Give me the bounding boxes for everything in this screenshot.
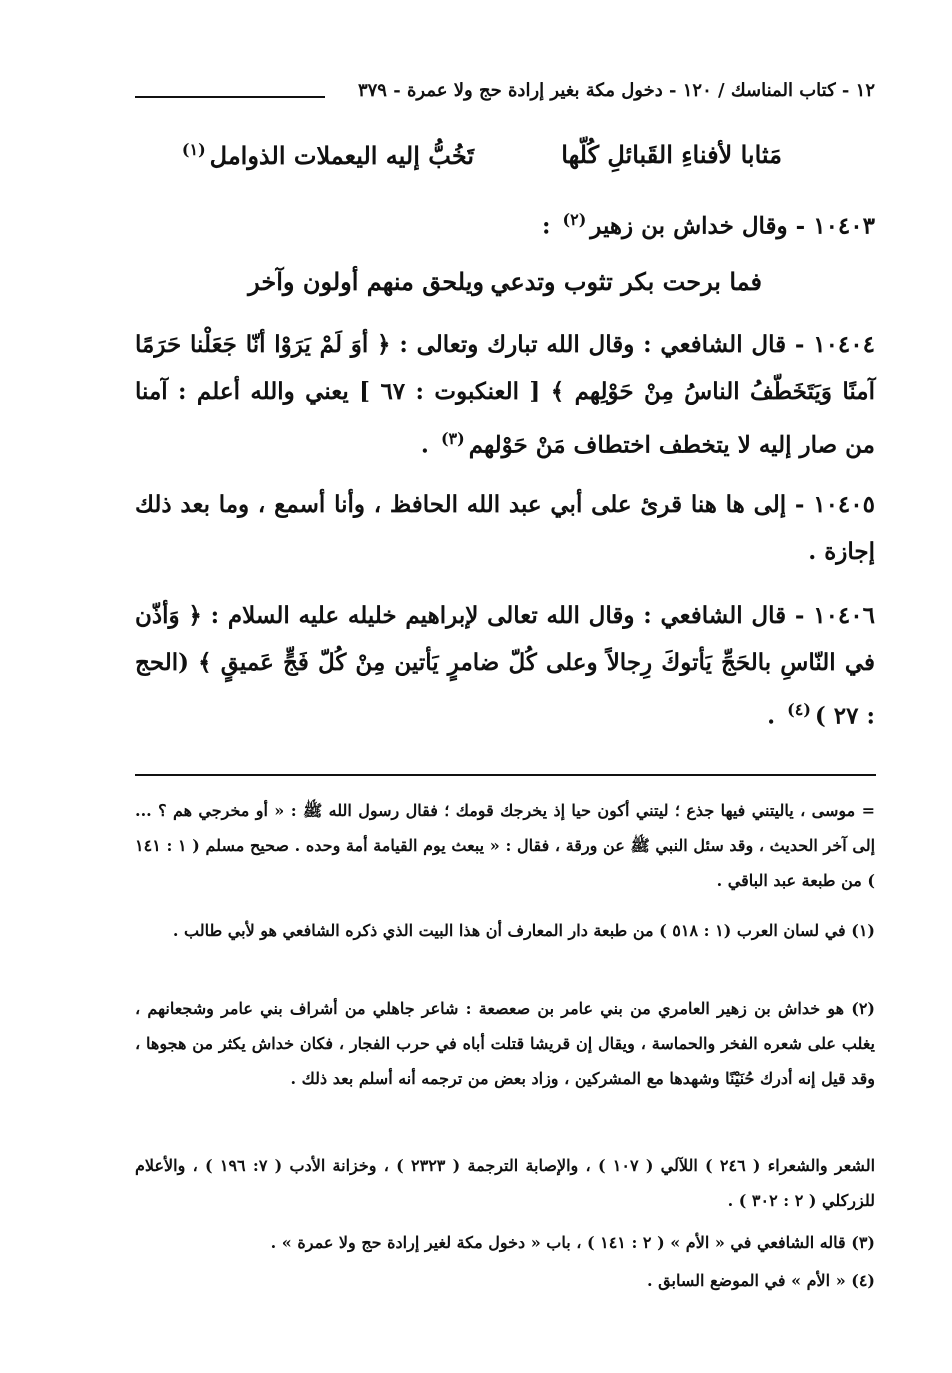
footnote-continuation	[135, 793, 875, 898]
paragraph-1045-text: ١٠٤٠٥ - إلى ها هنا قرئ على أبي عبد الله الحافظ ، وأنا أسمع ، وما بعد ذلك إجازة .	[135, 491, 875, 565]
footnote-ref-3: (٣)	[440, 429, 465, 448]
paragraph-1046-text: ١٠٤٠٦ - قال الشافعي : وقال الله تعالى لإبراهيم خليله عليه السلام : ﴿ وَأذّن في النّاسِ بالحَجِّ يَأتوكَ رِجالاً وعلى كُلّ ضامرٍ يَأتين مِنْ كُلّ فَجٍّ عَميقٍ ﴾ (الحج : ٢٧ )	[135, 602, 875, 730]
verse-1-right	[561, 140, 782, 169]
footnote-1	[135, 913, 875, 948]
footnote-2-sources-text: الشعر والشعراء ( ٢٤٦ ) اللآلي ( ١٠٧ ) ، والإصابة الترجمة ( ٢٣٢٣ ) ، وخزانة الأدب ( ٧: ١٩٦ ) ، والأعلام للزركلي ( ٢ : ٣٠٢ ) .	[135, 1156, 876, 1210]
paragraph-1044	[135, 321, 875, 469]
footnote-ref-4: (٤)	[787, 700, 811, 719]
footnote-3	[135, 1225, 875, 1260]
footnote-continuation-text: = موسى ، ياليتني فيها جذع ؛ ليتني أكون حيا إذ يخرجك قومك ؛ فقال رسول الله ﷺ : « أو مخرجي هم ؟ ... إلى آخر الحديث ، وقد سئل النبي ﷺ عن ورقة ، فقال : « يبعث يوم القيامة أمة وحده . صحيح مسلم ( ١ : ١٤١ ) من طبعة عبد الباقي .	[135, 801, 876, 890]
footnote-2	[135, 991, 875, 1096]
paragraph-1046-period: .	[767, 702, 776, 730]
footnote-3-text: (٣) قاله الشافعي في « الأم » ( ٢ : ١٤١ ) ، باب « دخول مكة لغير إرادة حج ولا عمرة » .	[270, 1233, 875, 1252]
page-header	[135, 80, 875, 110]
paragraph-1045	[135, 481, 875, 575]
verse-1-first-hemistich: مَثابا لأفناءِ القَبائلِ كُلّها	[561, 140, 782, 169]
footnote-ref-2: (٢)	[562, 210, 587, 229]
verse-1-second-hemistich: تَخُبُّ إليه اليعملات الذوامل	[209, 141, 474, 170]
header-rule	[135, 96, 325, 98]
footnote-2-sources	[135, 1148, 875, 1218]
footnote-4	[135, 1263, 875, 1298]
paragraph-1043-colon: :	[542, 212, 551, 240]
verse-2-right	[490, 267, 762, 296]
paragraph-1043	[135, 196, 875, 250]
verse-2-first-hemistich: فما برحت بكر تثوب وتدعي	[490, 267, 762, 296]
verse-2-second-hemistich: ويلحق منهم أولون وآخر	[248, 267, 484, 296]
paragraph-1044-period: .	[420, 431, 429, 459]
footnote-2-text: (٢) هو خداش بن زهير العامري من بني عامر بن صعصعة : شاعر جاهلي من أشراف بني عامر وشجعانهم ، يغلب على شعره الفخر والحماسة ، ويقال إن قريشا قتلت أباه في حرب الفجار ، فكان خداش يكثر من هجوها ، وقد قيل إنه أدرك حُنَيْنًا وشهدها مع المشركين ، وزاد بعض من ترجمه أنه أسلم بعد ذلك .	[135, 999, 875, 1088]
footnote-4-text: (٤) « الأم » في الموضع السابق .	[647, 1271, 875, 1290]
verse-2-left	[248, 267, 484, 296]
paragraph-1044-text: ١٠٤٠٤ - قال الشافعي : وقال الله تبارك وتعالى : ﴿ أوَ لَمْ يَرَوْا أنّا جَعَلْنا حَرَمًا آمنًا وَيَتَخَطّفُ الناسُ مِنْ حَوْلِهم ﴾ [ العنكبوت : ٦٧ ] يعني والله أعلم : آمنا من صار إليه لا يتخطف اختطاف مَنْ حَوْلهم	[135, 331, 876, 459]
footnote-separator	[135, 774, 876, 776]
verse-1-left	[178, 140, 474, 170]
footnote-ref-1: (١)	[181, 140, 206, 159]
paragraph-1046	[135, 592, 875, 740]
footnote-1-text: (١) في لسان العرب (١ : ٥١٨ ) من طبعة دار المعارف أن هذا البيت الذي ذكره الشافعي هو لأبي طالب .	[172, 921, 875, 940]
running-title: ١٢ - كتاب المناسك / ١٢٠ - دخول مكة بغير إرادة حج ولا عمرة - ٣٧٩	[357, 80, 875, 101]
paragraph-1043-text: ١٠٤٠٣ - وقال خداش بن زهير	[590, 212, 875, 240]
